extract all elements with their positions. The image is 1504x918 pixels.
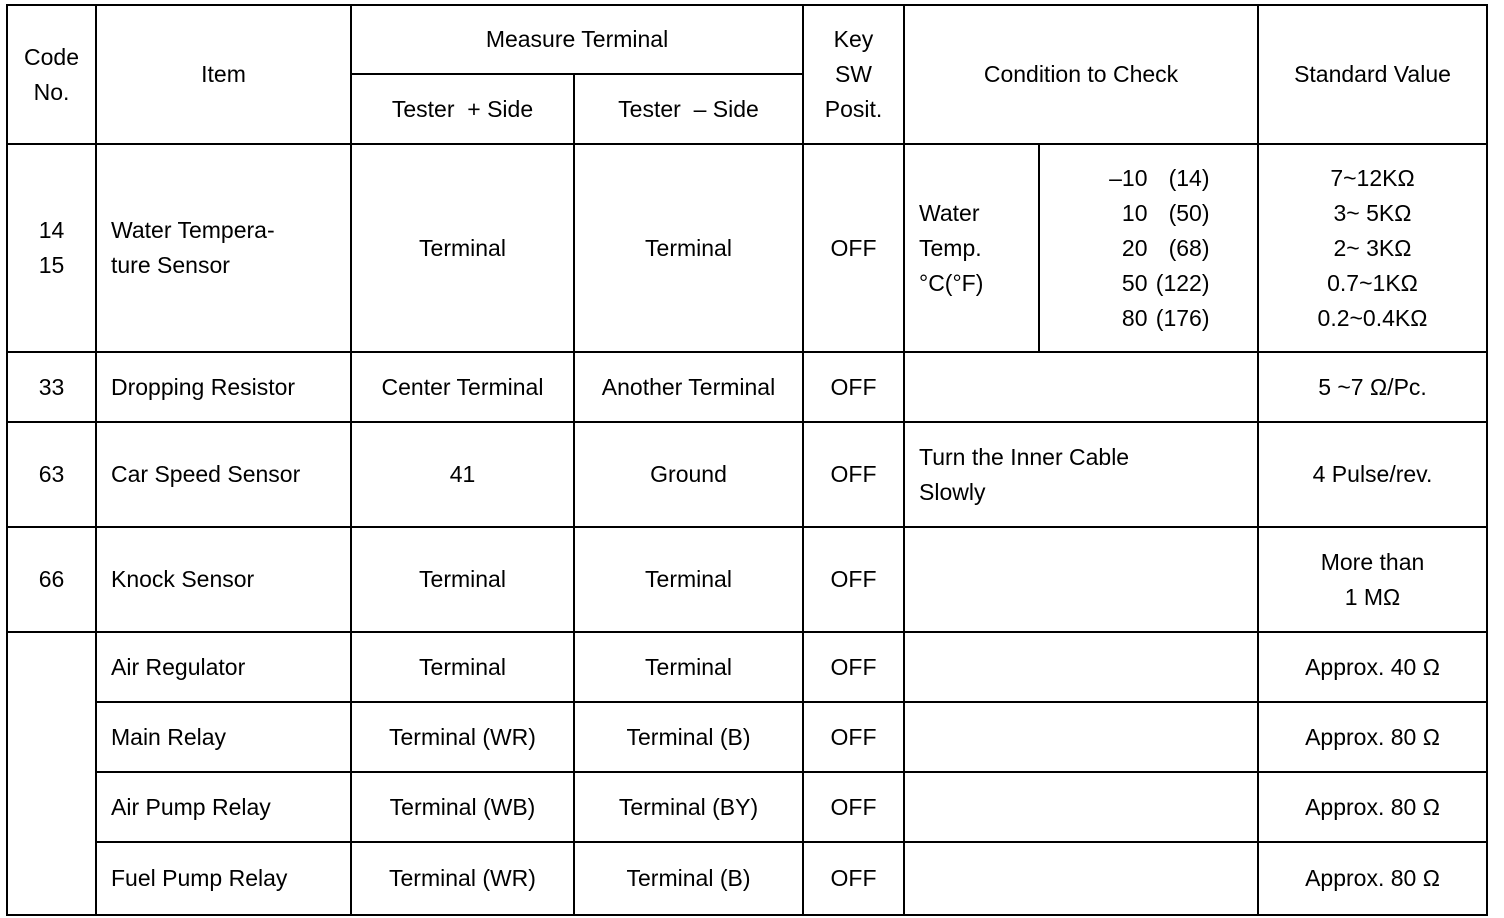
temp-f: (122): [1155, 269, 1210, 296]
item-cell: [96, 144, 351, 352]
standard-value-cell: 5 ~7 Ω/Pc.: [1258, 352, 1487, 422]
table-row-water-temp: [7, 144, 1487, 352]
temp-f: (14): [1168, 164, 1210, 191]
key-cell: OFF: [803, 702, 904, 772]
temp-c: 50: [1121, 269, 1148, 296]
condition-cell: [904, 842, 1258, 915]
code-cell: 66: [7, 527, 96, 632]
key-cell: OFF: [803, 352, 904, 422]
plus-cell: Center Terminal: [351, 352, 574, 422]
temp-c: –10: [1109, 164, 1148, 191]
condition-cell: [904, 632, 1258, 702]
header-code-no: [7, 5, 96, 144]
header-tester-plus: Tester + Side: [351, 74, 574, 144]
header-key-text-1: Key: [833, 26, 874, 52]
table-row: [7, 527, 1487, 632]
standard-value-cell: Approx. 80 Ω: [1258, 702, 1487, 772]
temp-c: 80: [1121, 304, 1148, 331]
value-line: 7~12KΩ: [1330, 164, 1415, 191]
header-code-text-1: Code: [24, 43, 79, 70]
minus-cell: Terminal (B): [574, 702, 803, 772]
minus-cell: Another Terminal: [574, 352, 803, 422]
header-key-sw: [803, 5, 904, 144]
item-text-1: Water Tempera-: [111, 217, 275, 243]
table-row: [7, 422, 1487, 527]
key-cell: OFF: [803, 632, 904, 702]
value-line: 0.2~0.4KΩ: [1317, 304, 1428, 331]
table-row: [7, 702, 1487, 772]
standard-value-cell: [1258, 527, 1487, 632]
minus-cell: Terminal: [574, 527, 803, 632]
standard-value-cell: Approx. 80 Ω: [1258, 842, 1487, 915]
header-code-text-2: No.: [33, 78, 70, 105]
header-item: Item: [96, 5, 351, 144]
header-tester-minus: Tester – Side: [574, 74, 803, 144]
item-cell: Air Regulator: [96, 632, 351, 702]
plus-cell: Terminal (WB): [351, 772, 574, 842]
plus-cell: Terminal: [351, 144, 574, 352]
table-row: [7, 772, 1487, 842]
standard-value-cell: 4 Pulse/rev.: [1258, 422, 1487, 527]
item-cell: Main Relay: [96, 702, 351, 772]
header-key-text-2: SW: [834, 61, 873, 87]
water-temp-label: [904, 144, 1039, 352]
value-line: 2~ 3KΩ: [1333, 234, 1412, 261]
item-cell: Fuel Pump Relay: [96, 842, 351, 915]
item-cell: Air Pump Relay: [96, 772, 351, 842]
condition-cell: [904, 352, 1258, 422]
table-row: [7, 842, 1487, 915]
table-row: [7, 632, 1487, 702]
cond-label-1: Water: [919, 199, 980, 226]
temperature-list: [1039, 144, 1258, 352]
table-row: [7, 352, 1487, 422]
code-cell-blank: [7, 632, 96, 915]
plus-cell: Terminal: [351, 527, 574, 632]
code-cell: 33: [7, 352, 96, 422]
code-15: 15: [38, 252, 65, 278]
key-cell: OFF: [803, 144, 904, 352]
value-line: 3~ 5KΩ: [1333, 199, 1412, 226]
temp-f: (176): [1155, 304, 1210, 331]
temp-c: 20: [1121, 234, 1148, 261]
condition-cell: [904, 422, 1258, 527]
standard-value-cell: Approx. 40 Ω: [1258, 632, 1487, 702]
condition-cell: [904, 772, 1258, 842]
cond-label-3: °C(°F): [919, 269, 984, 296]
plus-cell: 41: [351, 422, 574, 527]
code-cell: 63: [7, 422, 96, 527]
item-cell: Car Speed Sensor: [96, 422, 351, 527]
condition-line: Turn the Inner Cable: [919, 443, 1130, 470]
key-cell: OFF: [803, 842, 904, 915]
key-cell: OFF: [803, 422, 904, 527]
plus-cell: Terminal: [351, 632, 574, 702]
item-cell: Dropping Resistor: [96, 352, 351, 422]
code-14: 14: [38, 217, 65, 243]
value-line: 0.7~1KΩ: [1327, 269, 1418, 296]
temp-f: (68): [1168, 234, 1210, 261]
minus-cell: Ground: [574, 422, 803, 527]
cond-label-2: Temp.: [919, 234, 982, 261]
item-cell: Knock Sensor: [96, 527, 351, 632]
temp-line: [1048, 301, 1249, 336]
condition-line: Slowly: [919, 478, 986, 505]
temp-line: [1048, 161, 1249, 196]
temp-line: [1048, 231, 1249, 266]
value-line: More than: [1320, 548, 1425, 575]
header-standard-value: Standard Value: [1258, 5, 1487, 144]
minus-cell: Terminal (BY): [574, 772, 803, 842]
header-row-1: [7, 5, 1487, 74]
header-key-text-3: Posit.: [824, 96, 883, 122]
temp-line: [1048, 196, 1249, 231]
plus-cell: Terminal (WR): [351, 702, 574, 772]
condition-cell: [904, 527, 1258, 632]
minus-cell: Terminal: [574, 144, 803, 352]
header-condition: Condition to Check: [904, 5, 1258, 144]
temp-c: 10: [1121, 199, 1148, 226]
minus-cell: Terminal (B): [574, 842, 803, 915]
value-line: 1 MΩ: [1344, 583, 1401, 610]
temp-line: [1048, 266, 1249, 301]
specification-table: [6, 4, 1488, 916]
item-text-2: ture Sensor: [111, 252, 230, 278]
standard-value-list: [1258, 144, 1487, 352]
key-cell: OFF: [803, 527, 904, 632]
standard-value-cell: Approx. 80 Ω: [1258, 772, 1487, 842]
minus-cell: Terminal: [574, 632, 803, 702]
condition-cell: [904, 702, 1258, 772]
key-cell: OFF: [803, 772, 904, 842]
code-cell: [7, 144, 96, 352]
header-measure-terminal: Measure Terminal: [351, 5, 803, 74]
plus-cell: Terminal (WR): [351, 842, 574, 915]
temp-f: (50): [1168, 199, 1210, 226]
